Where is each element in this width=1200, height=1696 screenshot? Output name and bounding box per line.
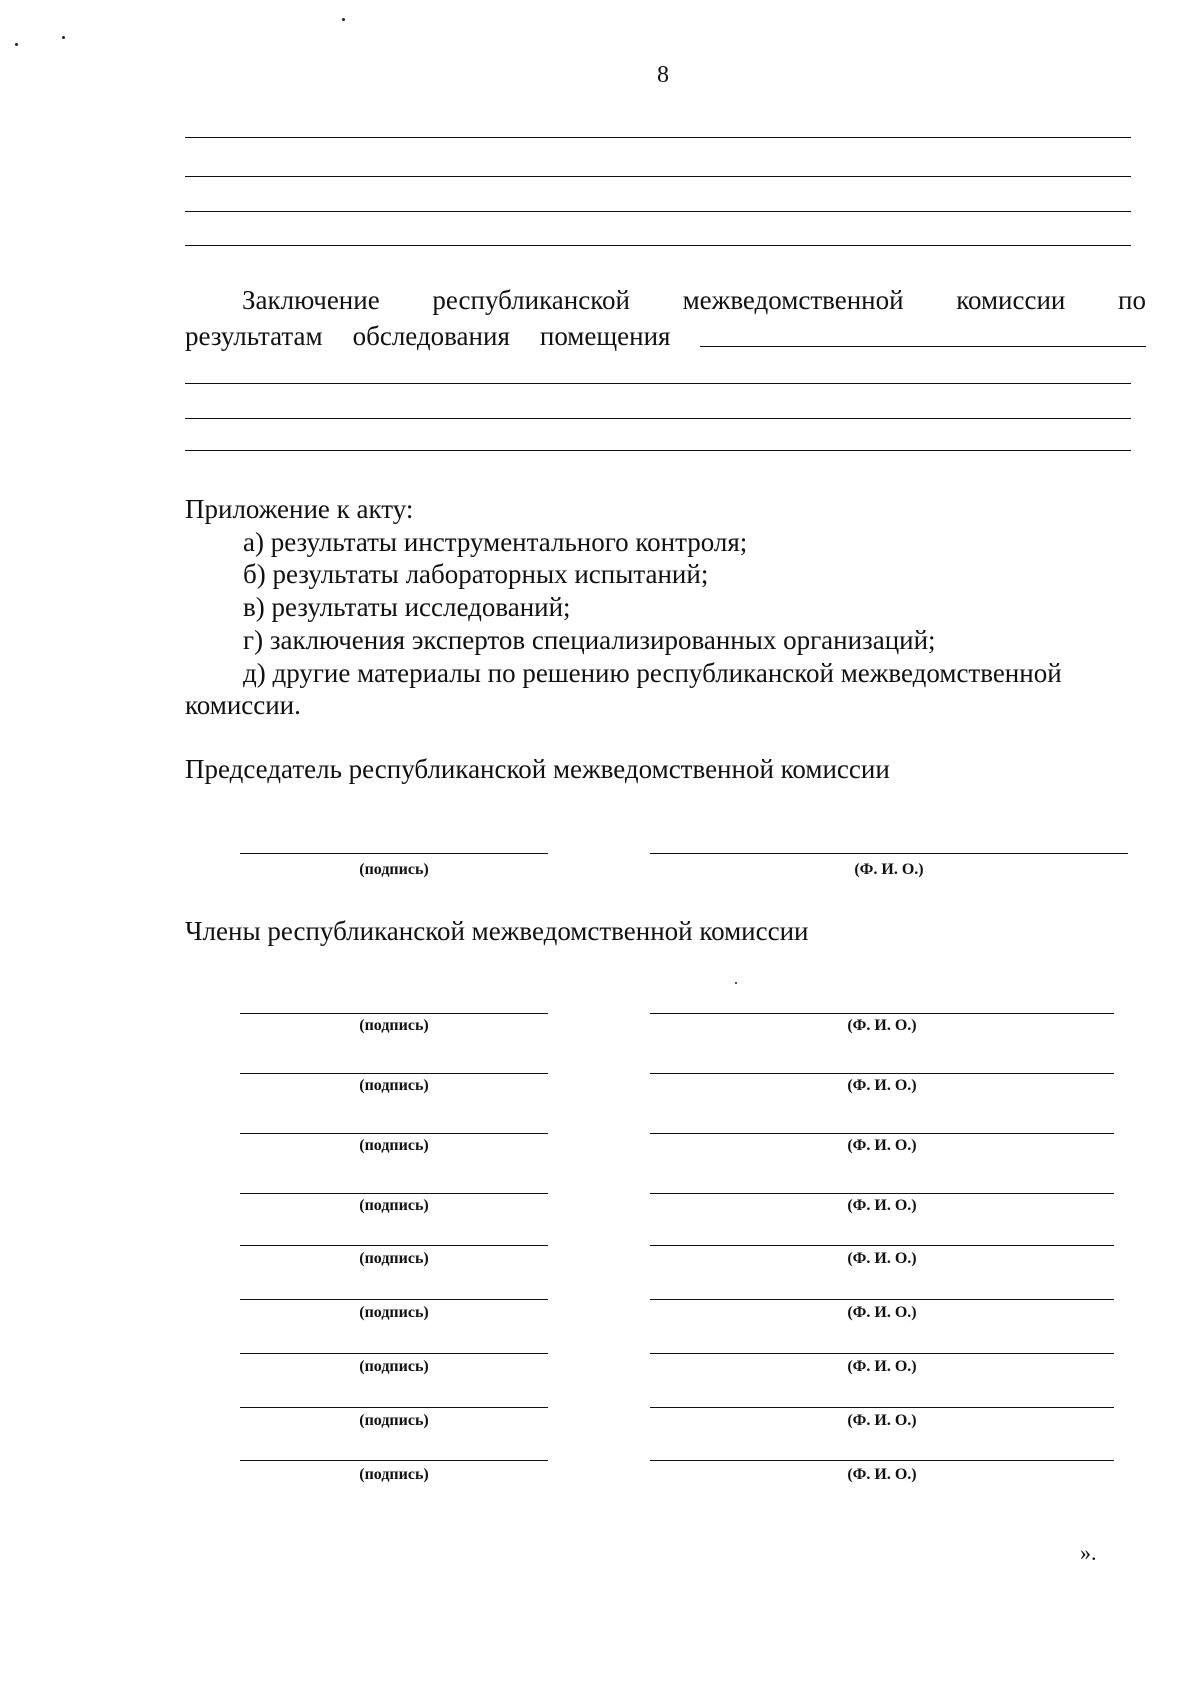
conclusion-line-1 xyxy=(185,282,1146,318)
name-line xyxy=(650,1407,1114,1408)
signature-line xyxy=(240,1299,548,1300)
blank-line xyxy=(185,245,1131,246)
signature-line xyxy=(240,1407,548,1408)
members-heading: Члены республиканской межведомственной комиссии xyxy=(185,916,809,946)
annex-item: б) результаты лабораторных испытаний; xyxy=(243,559,709,589)
signature-line xyxy=(240,1460,548,1461)
signature-line xyxy=(240,1353,548,1354)
name-caption: (Ф. И. О.) xyxy=(847,1077,917,1094)
name-caption: (Ф. И. О.) xyxy=(847,1250,917,1267)
name-line xyxy=(650,1133,1114,1134)
annex-item: г) заключения экспертов специализированных организаций; xyxy=(243,625,936,655)
name-caption: (Ф. И. О.) xyxy=(847,1017,917,1034)
name-line xyxy=(650,1073,1114,1074)
annex-item: д) другие материалы по решению республиканской межведомственной xyxy=(243,658,1062,688)
conclusion-line-2 xyxy=(185,318,1146,354)
name-caption: (Ф. И. О.) xyxy=(847,1412,917,1429)
conclusion-word: комиссии xyxy=(956,285,1066,315)
signature-caption: (подпись) xyxy=(359,1137,429,1154)
annex-tail: комиссии. xyxy=(185,690,301,720)
signature-caption: (подпись) xyxy=(359,1358,429,1375)
signature-caption: (подпись) xyxy=(359,1250,429,1267)
name-caption: (Ф. И. О.) xyxy=(847,1137,917,1154)
name-line xyxy=(650,1193,1114,1194)
signature-caption: (подпись) xyxy=(359,1017,429,1034)
name-line xyxy=(650,1460,1114,1461)
conclusion-paragraph xyxy=(185,282,1146,354)
blank-line xyxy=(185,418,1131,419)
chairman-heading: Председатель республиканской межведомственной комиссии xyxy=(185,754,890,784)
scan-speck xyxy=(342,18,345,21)
blank-line xyxy=(185,137,1131,138)
signature-caption: (подпись) xyxy=(359,861,429,878)
name-line xyxy=(650,853,1128,854)
name-line xyxy=(650,1013,1114,1014)
closing-quote: ». xyxy=(1080,1540,1097,1565)
conclusion-word: республиканской xyxy=(432,285,630,315)
blank-line xyxy=(185,211,1131,212)
annex-item: а) результаты инструментального контроля; xyxy=(243,527,748,557)
scan-speck xyxy=(735,982,737,984)
blank-line xyxy=(185,176,1131,177)
name-caption: (Ф. И. О.) xyxy=(847,1358,917,1375)
conclusion-word: обследования xyxy=(352,321,510,351)
scan-speck xyxy=(62,36,65,39)
name-caption: (Ф. И. О.) xyxy=(854,861,924,878)
signature-caption: (подпись) xyxy=(359,1412,429,1429)
signature-caption: (подпись) xyxy=(359,1466,429,1483)
signature-line xyxy=(240,1245,548,1246)
name-line xyxy=(650,1353,1114,1354)
signature-caption: (подпись) xyxy=(359,1197,429,1214)
signature-line xyxy=(240,1073,548,1074)
signature-line xyxy=(240,1133,548,1134)
conclusion-word: результатам xyxy=(185,321,323,351)
conclusion-word: межведомственной xyxy=(682,285,904,315)
conclusion-fill-line xyxy=(700,346,1146,347)
name-caption: (Ф. И. О.) xyxy=(847,1304,917,1321)
annex-title: Приложение к акту: xyxy=(185,494,414,524)
conclusion-word: Заключение xyxy=(242,285,380,315)
conclusion-word: помещения xyxy=(539,321,671,351)
blank-line xyxy=(185,450,1131,451)
signature-line xyxy=(240,853,548,854)
blank-line xyxy=(185,383,1131,384)
signature-line xyxy=(240,1013,548,1014)
signature-line xyxy=(240,1193,548,1194)
name-line xyxy=(650,1245,1114,1246)
scan-speck xyxy=(15,43,18,46)
annex-item: в) результаты исследований; xyxy=(243,592,571,622)
name-caption: (Ф. И. О.) xyxy=(847,1197,917,1214)
signature-caption: (подпись) xyxy=(359,1077,429,1094)
conclusion-word: по xyxy=(1118,285,1146,315)
signature-caption: (подпись) xyxy=(359,1304,429,1321)
name-line xyxy=(650,1299,1114,1300)
name-caption: (Ф. И. О.) xyxy=(847,1466,917,1483)
page-number: 8 xyxy=(657,62,669,88)
